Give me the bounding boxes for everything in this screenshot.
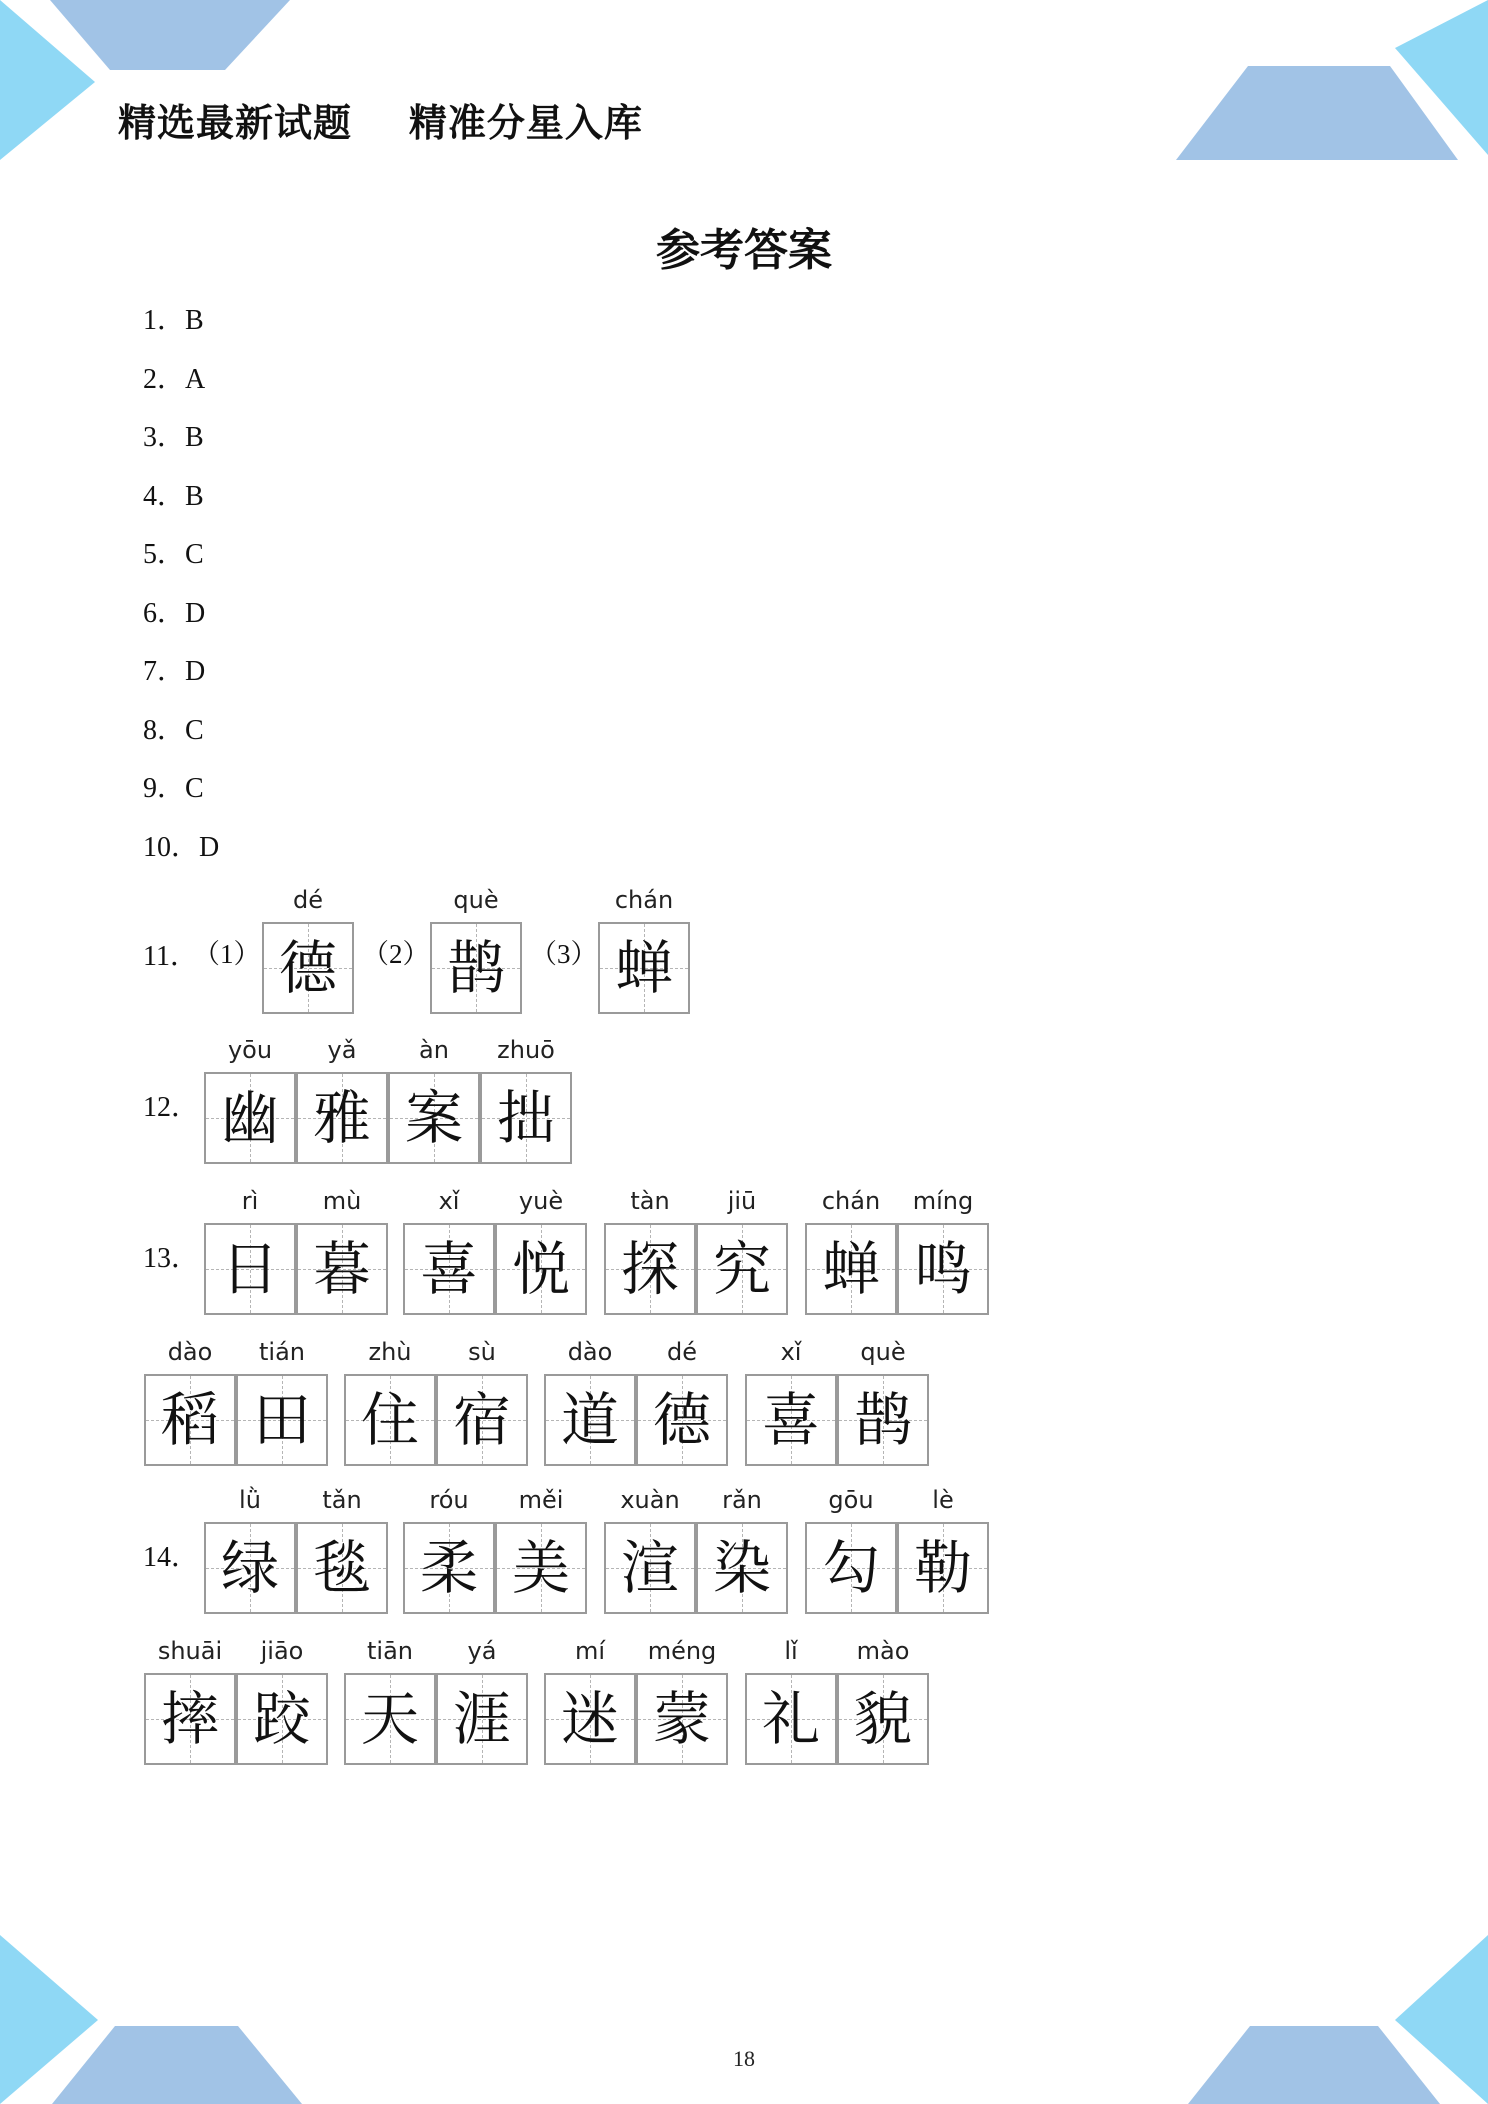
hanzi-character: 德 [278,934,337,1002]
hanzi-character: 究 [712,1235,771,1303]
pinyin-label: tiān [367,1637,413,1665]
answer-item: 5．C [143,539,204,570]
tianzige-cell [480,1072,572,1164]
hanzi-character: 喜 [761,1386,820,1454]
hanzi-character: 绿 [220,1534,279,1602]
tianzige-cell [636,1374,728,1466]
pinyin-label: àn [419,1036,449,1064]
hanzi-character: 探 [620,1235,679,1303]
hanzi-character: 德 [652,1386,711,1454]
answer-item: 1．B [143,305,204,336]
hanzi-character: 道 [560,1386,619,1454]
pinyin-label: jiāo [260,1637,304,1665]
tianzige-cell [696,1223,788,1315]
tianzige-cell [495,1223,587,1315]
hanzi-character: 鸣 [913,1235,972,1303]
hanzi-character: 天 [360,1685,419,1753]
tianzige-cell [436,1374,528,1466]
hanzi-character: 蝉 [821,1235,880,1303]
pinyin-label: gōu [828,1486,874,1514]
page-number: 18 [733,2046,755,2071]
tianzige-cell [296,1522,388,1614]
tianzige-cell [296,1072,388,1164]
tianzige-cell [897,1223,989,1315]
pinyin-label: lǐ [784,1637,798,1665]
tianzige-cell [436,1673,528,1765]
hanzi-character: 毯 [312,1534,371,1602]
hanzi-character: 美 [511,1534,570,1602]
tianzige-cell [403,1223,495,1315]
pinyin-label: yǎ [327,1036,357,1064]
tianzige-cell [144,1374,236,1466]
answer-list [143,296,219,881]
hanzi-character: 案 [404,1084,463,1152]
hanzi-character: 染 [712,1534,771,1602]
answer-item: 6．D [143,597,206,629]
answer-item: 8．C [143,714,204,746]
pinyin-label: tián [259,1338,305,1366]
pinyin-label: yuè [518,1187,564,1215]
hanzi-character: 宿 [452,1386,511,1454]
pinyin-label: zhù [368,1338,412,1366]
tianzige-cell [236,1374,328,1466]
tianzige-cell [745,1374,837,1466]
pinyin-label: jiū [727,1187,757,1215]
pinyin-label: mí [574,1637,606,1665]
tianzige-cell [204,1522,296,1614]
tianzige-cell [296,1223,388,1315]
sub-item-tag: （1） [193,939,261,969]
hanzi-character: 日 [220,1235,279,1303]
hanzi-character: 喜 [419,1235,478,1303]
pinyin-label: yōu [227,1036,273,1064]
pinyin-label: mù [322,1187,362,1215]
tianzige-cell [544,1374,636,1466]
tianzige-cell [837,1673,929,1765]
answer-item: 10．D [143,831,220,863]
pinyin-label: mào [856,1637,910,1665]
hanzi-character: 拙 [496,1084,555,1152]
tianzige-cell [805,1522,897,1614]
pinyin-label: měi [518,1486,564,1514]
hanzi-character: 勾 [821,1534,880,1602]
hanzi-character: 跤 [252,1685,311,1753]
hanzi-character: 礼 [761,1685,820,1753]
pinyin-label: sù [468,1338,496,1366]
tianzige-cell [204,1072,296,1164]
corner-decoration-top-left-cyan [0,0,95,160]
answer-item: 9．C [143,773,204,804]
tianzige-cell [805,1223,897,1315]
pinyin-label: chán [614,886,674,914]
pinyin-label: dào [167,1338,213,1366]
tianzige-cell [430,922,522,1014]
tianzige-cell [745,1673,837,1765]
hanzi-character: 雅 [312,1084,371,1152]
tianzige-cell [403,1522,495,1614]
tianzige-cell [388,1072,480,1164]
pinyin-label: chán [821,1187,881,1215]
sub-item-tag: （3） [530,939,598,969]
tianzige-cell [696,1522,788,1614]
pinyin-label: xǐ [780,1338,802,1366]
hanzi-character: 涯 [452,1685,511,1753]
pinyin-label: tǎn [322,1486,362,1514]
hanzi-character: 鹊 [853,1386,912,1454]
hanzi-character: 暮 [312,1235,371,1303]
tianzige-cell [837,1374,929,1466]
question-label: 13． [143,1243,200,1274]
hanzi-character: 渲 [620,1534,679,1602]
tianzige-cell [344,1673,436,1765]
tianzige-cell [495,1522,587,1614]
pinyin-label: yá [467,1637,497,1665]
tianzige-cell [344,1374,436,1466]
page-title-text: 参考答案 [656,225,832,276]
pinyin-label: què [453,886,499,914]
hanzi-character: 蝉 [614,934,673,1002]
corner-decoration-top-left-blue [50,0,290,70]
answer-item: 2．A [143,363,206,395]
tianzige-cell [144,1673,236,1765]
hanzi-character: 田 [252,1386,311,1454]
hanzi-character: 摔 [160,1685,219,1753]
answer-item: 4．B [143,480,204,512]
pinyin-label: xuàn [620,1486,680,1514]
pinyin-label: méng [647,1637,717,1665]
tianzige-cell [604,1522,696,1614]
pinyin-label: rì [241,1187,259,1215]
pinyin-label: dào [567,1338,613,1366]
hanzi-character: 住 [360,1386,419,1454]
hanzi-character: 勒 [913,1534,972,1602]
question-label: 14． [143,1542,200,1573]
corner-decoration-top-right-cyan [1395,0,1488,155]
hanzi-character: 稻 [160,1386,219,1454]
tianzige-cell [598,922,690,1014]
pinyin-label: rǎn [722,1486,762,1514]
hanzi-character: 悦 [511,1235,570,1303]
pinyin-label: què [860,1338,906,1366]
pinyin-label: tàn [630,1187,670,1215]
tianzige-cell [897,1522,989,1614]
corner-decoration-bottom-right-cyan [1395,1935,1488,2104]
answer-item: 3．B [143,422,204,453]
hanzi-character: 鹊 [446,934,505,1002]
sub-item-tag: （2） [362,939,430,969]
pinyin-label: zhuō [497,1036,555,1064]
corner-decoration-top-right-trap [1176,66,1458,160]
header-slogan: 精选最新试题 精准分星入库 [118,101,643,145]
question-label: 12． [143,1092,200,1123]
tianzige-cell [604,1223,696,1315]
question-label: 11． [143,941,198,972]
tianzige-cell [204,1223,296,1315]
pinyin-label: míng [912,1187,974,1215]
hanzi-character: 幽 [220,1084,279,1152]
tianzige-cell [636,1673,728,1765]
pinyin-label: lè [932,1486,954,1514]
tianzige-cell [544,1673,636,1765]
hanzi-character: 貌 [853,1685,912,1753]
pinyin-label: lǜ [239,1486,261,1514]
pinyin-label: shuāi [157,1637,223,1665]
pinyin-label: dé [667,1338,697,1366]
page-title [0,214,1488,278]
hanzi-character: 蒙 [652,1685,711,1753]
tianzige-cell [262,922,354,1014]
hanzi-character: 柔 [419,1534,478,1602]
pinyin-label: dé [293,886,323,914]
pinyin-label: xǐ [438,1187,460,1215]
pinyin-label: róu [429,1486,469,1514]
answer-item: 7．D [143,656,206,687]
corner-decoration-bottom-left-cyan [0,1935,98,2104]
tianzige-cell [236,1673,328,1765]
hanzi-character: 迷 [560,1685,619,1753]
